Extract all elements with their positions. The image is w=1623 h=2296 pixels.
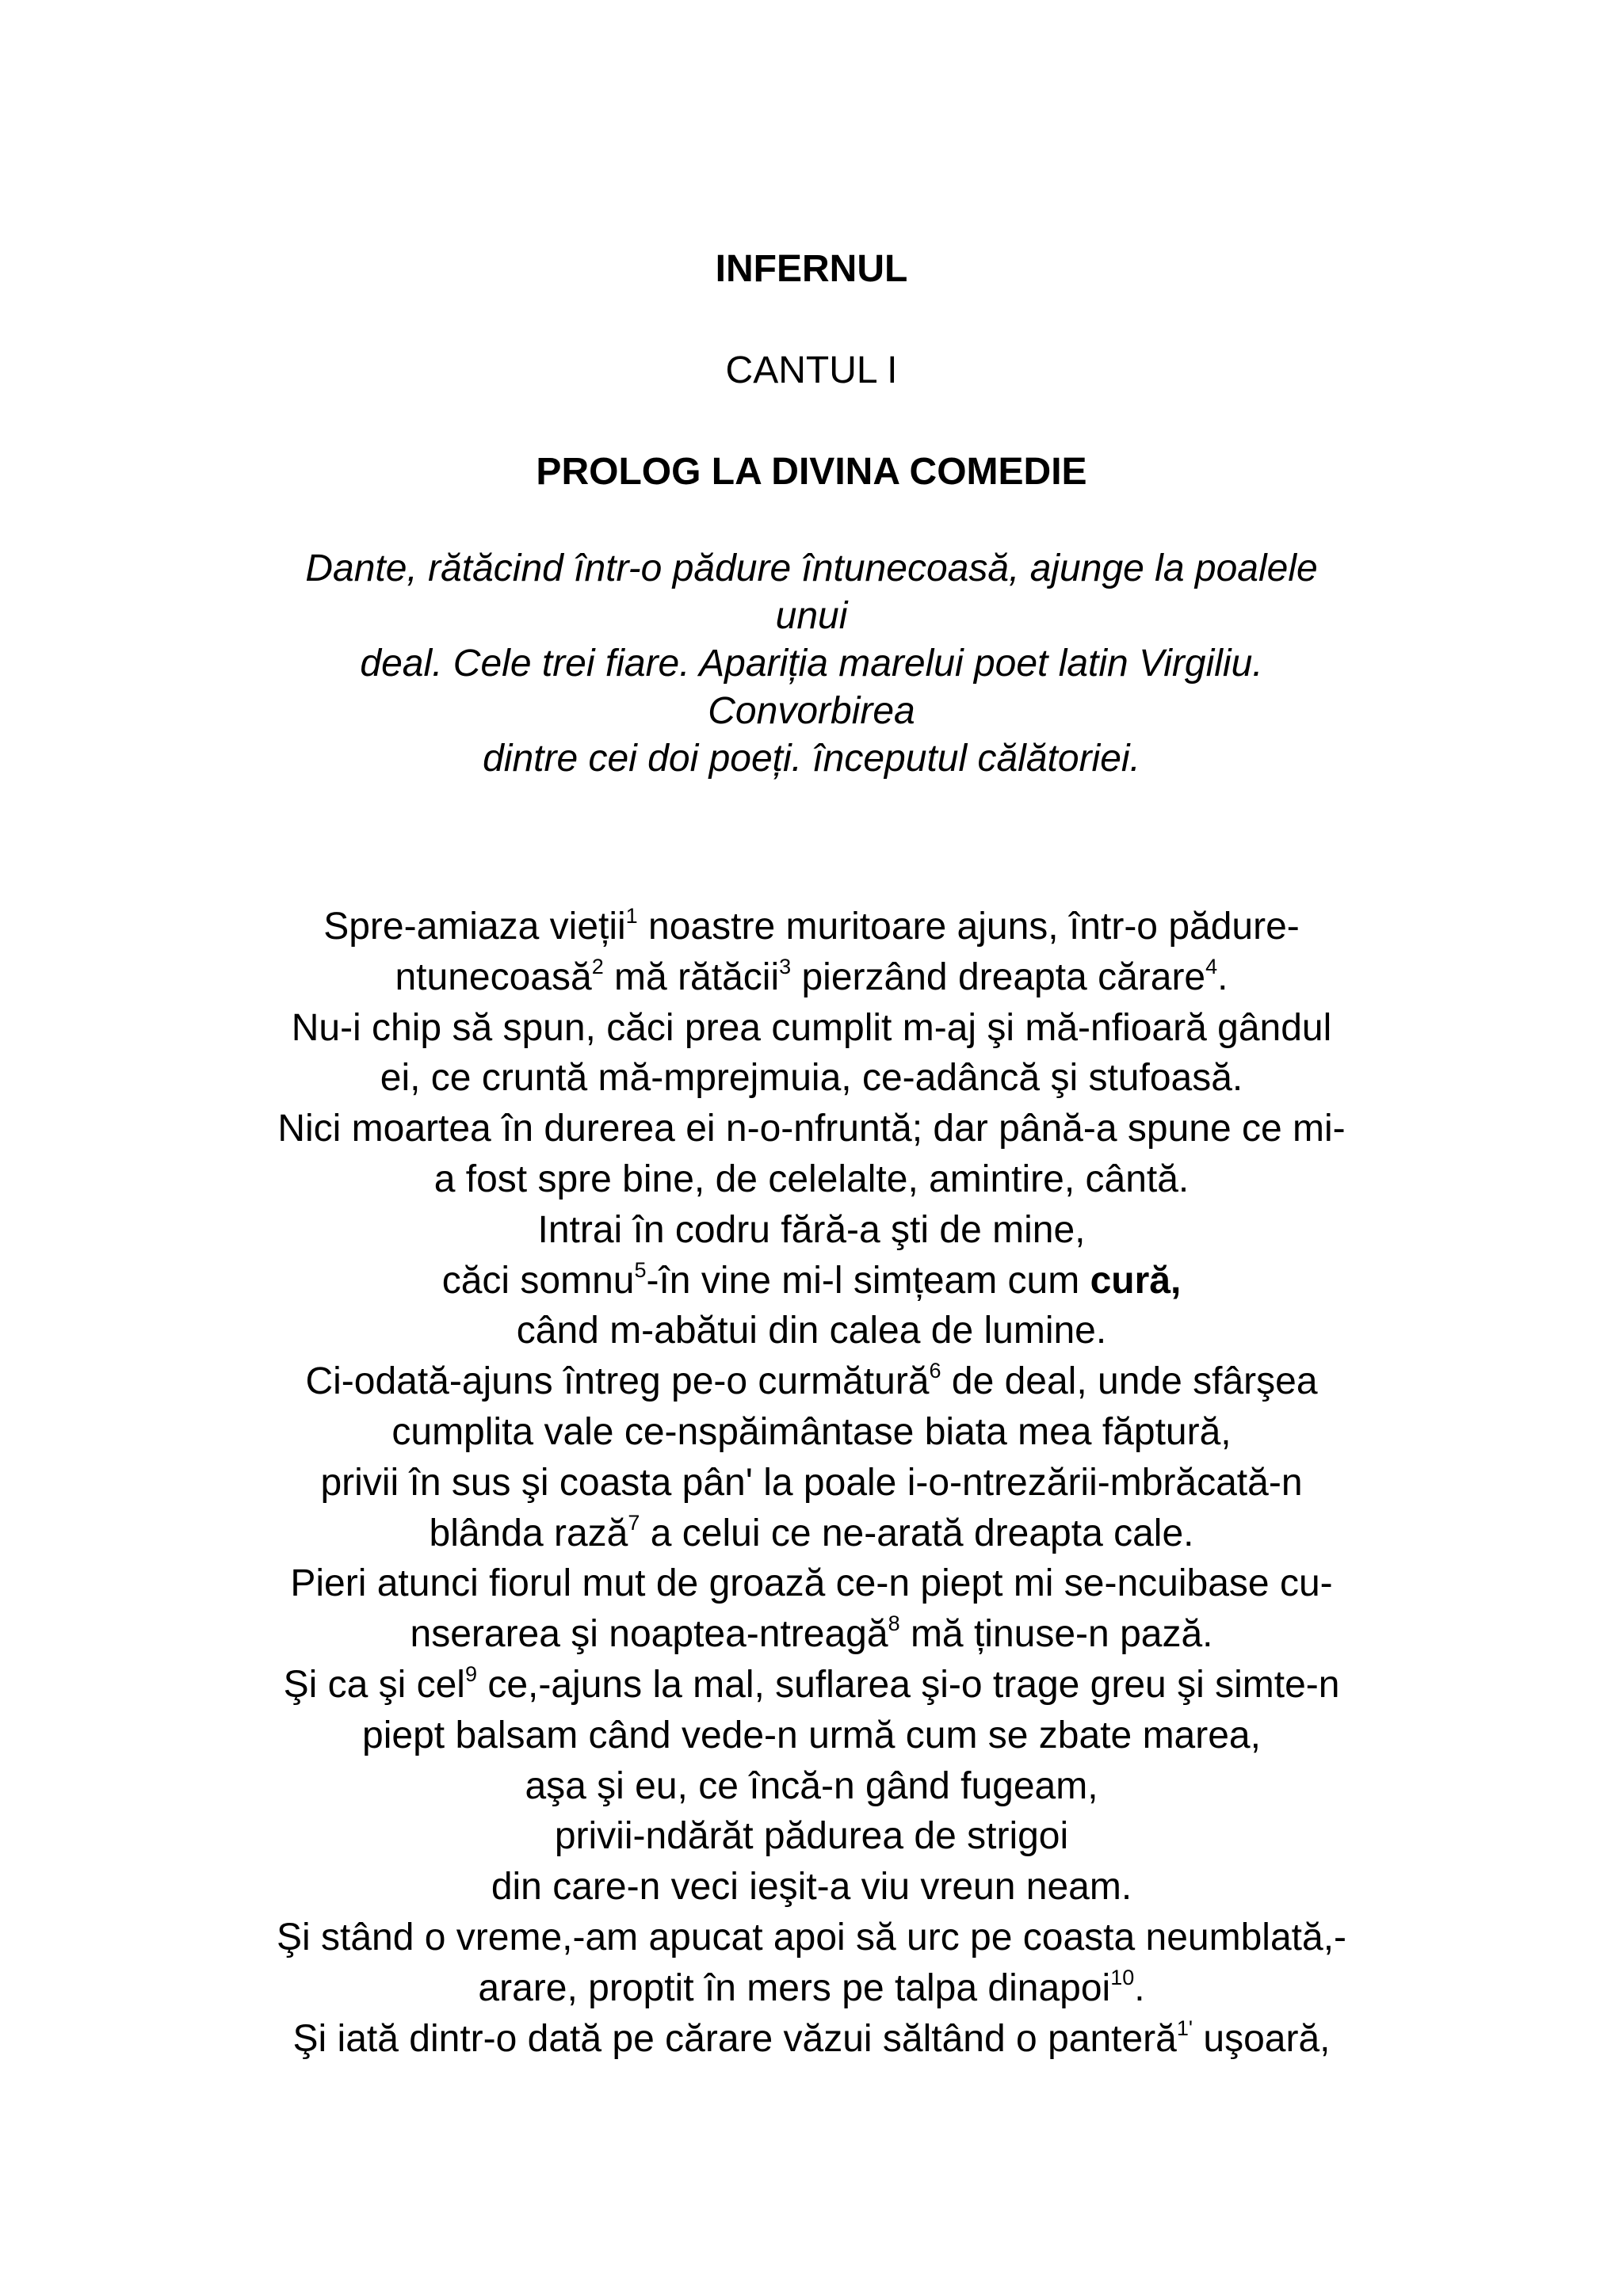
summary-line: Dante, rătăcind într-o pădure întunecoasă, ajunge la poalele	[305, 547, 1318, 589]
poem-line: Nici moartea în durerea ei n-o-nfruntă; dar până-a spune ce mi-	[277, 1108, 1346, 1150]
poem-line: piept balsam când vede-n urmă cum se zbate marea,	[362, 1714, 1261, 1756]
poem-line: Intrai în codru fără-a şti de mine,	[537, 1208, 1086, 1251]
footnote-marker: 9	[464, 1661, 477, 1686]
footnote-marker: 5	[634, 1257, 647, 1282]
poem-line: aşa şi eu, ce încă-n gând fugeam,	[525, 1764, 1098, 1807]
canto-summary	[0, 545, 1623, 783]
summary-line: deal. Cele trei fiare. Apariția marelui poet latin Virgiliu.	[360, 643, 1263, 685]
poem-line: blânda rază$^7$ a celui ce ne-arată dreapta cale.	[429, 1510, 1194, 1554]
poem-line: Şi iată dintr-o dată pe cărare văzui săltând o panteră$^{1'}$ uşoară,	[292, 2016, 1331, 2060]
footnote-marker: 3	[779, 954, 792, 978]
footnote-marker: 7	[628, 1510, 640, 1535]
footnote-marker: 8	[888, 1611, 900, 1636]
poem-line: Şi ca şi cel$^9$ ce,-ajuns la mal, suflarea şi-o trage greu şi simte-n	[283, 1661, 1340, 1706]
poem-line: ei, ce cruntă mă-mprejmuia, ce-adâncă şi stufoasă.	[380, 1057, 1243, 1100]
poem-line: cumplita vale ce-nspăimântase biata mea făptură,	[391, 1410, 1232, 1453]
summary-line: dintre cei doi poeți. începutul călătoriei.	[483, 738, 1140, 780]
footnote-marker: 2	[591, 954, 604, 978]
footnote-marker: 6	[929, 1359, 941, 1383]
book-title: INFERNUL	[715, 248, 908, 290]
poem-line: din care-n veci ieşit-a viu vreun neam.	[491, 1866, 1132, 1909]
poem-line: nserarea şi noaptea-ntreagă$^8$ mă ținuse-n pază.	[410, 1611, 1213, 1656]
poem-line: Spre-amiaza vieții$^1$ noastre muritoare ajuns, într-o pădure-	[323, 904, 1300, 948]
summary-line: unui	[775, 595, 848, 637]
footnote-marker: 1'	[1176, 2016, 1193, 2040]
footnote-marker: 10	[1110, 1965, 1135, 1989]
poem-line: Ci-odată-ajuns întreg pe-o curmătură$^6$ de deal, unde sfârşea	[305, 1359, 1318, 1403]
poem-line: a fost spre bine, de celelalte, amintire, cântă.	[433, 1158, 1190, 1200]
poem-line: când m-abătui din calea de lumine.	[516, 1310, 1107, 1352]
poem-line: ntunecoasă$^2$ mă rătăcii$^3$ pierzând dreapta cărare$^4$.	[395, 954, 1228, 998]
footnote-marker: 4	[1205, 954, 1218, 978]
bold-word: cură,	[1090, 1259, 1182, 1302]
poem-line: arare, proptit în mers pe talpa dinapoi$^{10}$.	[478, 1965, 1145, 2009]
canto-heading: CANTUL I	[725, 349, 898, 391]
poem-line: privii în sus şi coasta pân' la poale i-o-ntrezării-mbrăcată-n	[320, 1461, 1303, 1504]
poem-line: Pieri atunci fiorul mut de groază ce-n piept mi se-ncuibase cu-	[290, 1562, 1333, 1605]
poem-line: Nu-i chip să spun, căci prea cumplit m-aj şi mă-nfioară gândul	[291, 1006, 1332, 1049]
poem-line: privii-ndărăt pădurea de strigoi	[554, 1815, 1069, 1858]
chapter-subtitle: PROLOG LA DIVINA COMEDIE	[536, 451, 1087, 493]
poem-line: Şi stând o vreme,-am apucat apoi să urc pe coasta neumblată,-	[276, 1916, 1347, 1958]
summary-line: Convorbirea	[708, 690, 915, 732]
poem-body	[0, 902, 1623, 2064]
poem-line: căci somnu$^5$-în vine mi-l simțeam cum cură,	[441, 1257, 1182, 1302]
footnote-marker: 1	[625, 904, 638, 928]
